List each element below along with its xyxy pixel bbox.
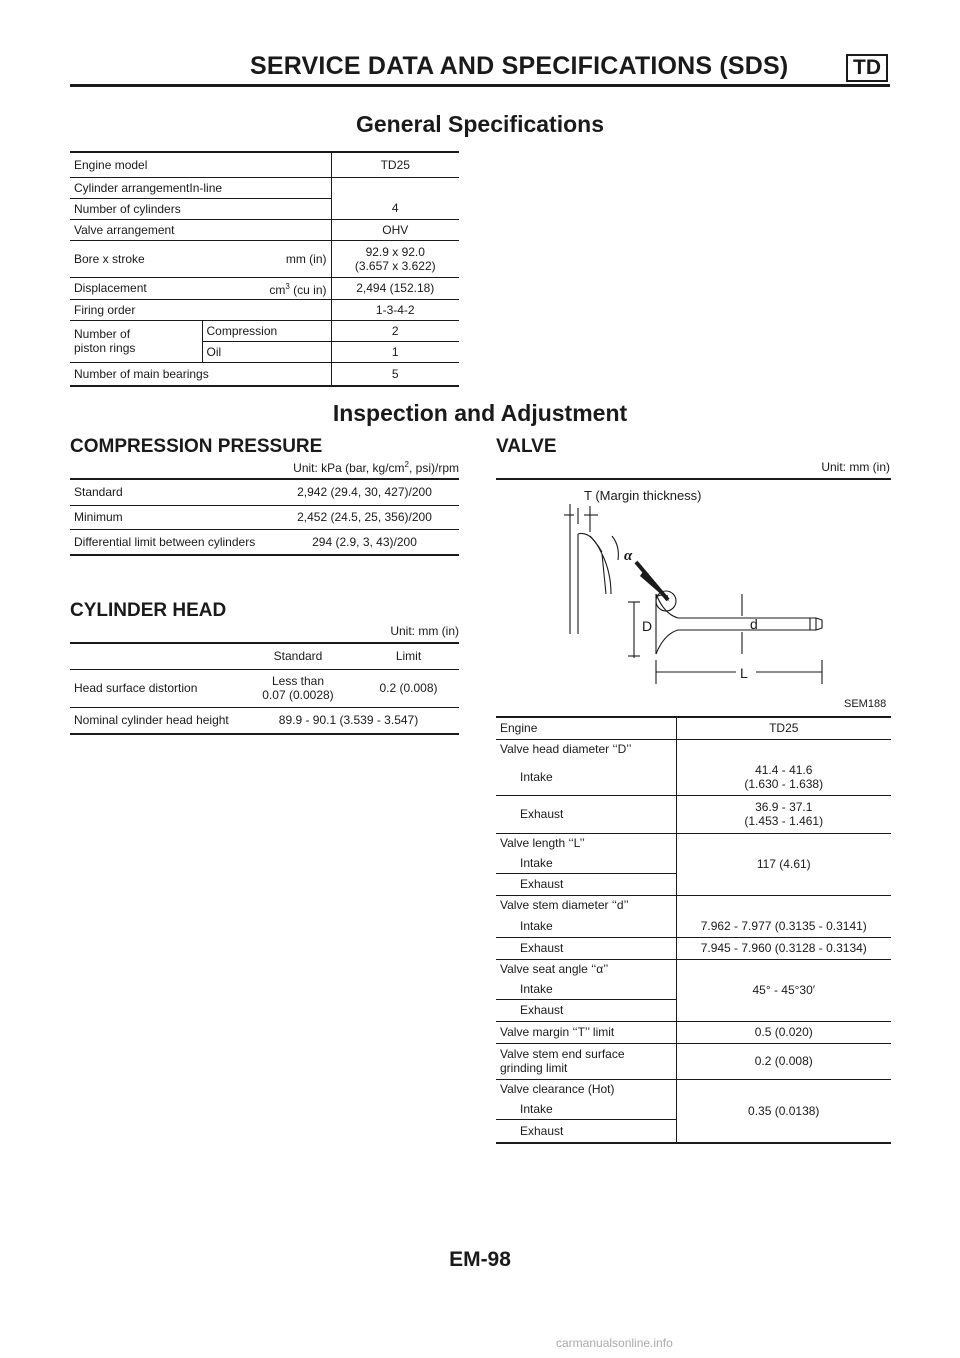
row-sublabel: Exhaust bbox=[496, 937, 676, 959]
compression-heading: COMPRESSION PRESSURE bbox=[70, 436, 323, 457]
row-sublabel: Exhaust bbox=[496, 999, 676, 1021]
table-row bbox=[496, 717, 891, 739]
page-number: EM-98 bbox=[449, 1248, 511, 1271]
table-row bbox=[70, 152, 459, 177]
row-value: 294 (2.9, 3, 43)/200 bbox=[312, 534, 417, 549]
row-label: Differential limit between cylinders bbox=[74, 534, 256, 549]
blank-cell bbox=[70, 643, 238, 669]
cylinder-head-table bbox=[70, 642, 459, 735]
row-value: TD25 bbox=[769, 721, 799, 736]
label-alpha: α bbox=[624, 548, 633, 564]
unit-base: cm bbox=[269, 282, 286, 297]
valve-table bbox=[496, 716, 891, 1144]
row-label: Valve arrangement bbox=[70, 219, 331, 240]
row-value: 2,942 (29.4, 30, 427)/200 bbox=[297, 485, 432, 500]
blank-cell bbox=[676, 739, 891, 759]
row-value bbox=[676, 759, 891, 795]
label-D: D bbox=[642, 618, 653, 634]
valve-diagram bbox=[556, 484, 856, 684]
table-row bbox=[496, 739, 891, 759]
row-label: Minimum bbox=[74, 510, 123, 524]
row-unit bbox=[202, 277, 331, 299]
header-rule bbox=[70, 84, 890, 87]
compression-unit bbox=[259, 460, 459, 475]
table-row bbox=[496, 1043, 891, 1079]
row-label bbox=[496, 1043, 676, 1079]
row-value: 1-3-4-2 bbox=[375, 302, 415, 317]
row-sublabel: Exhaust bbox=[496, 1119, 676, 1143]
section-badge: TD bbox=[846, 54, 888, 82]
row-label: Cylinder arrangementIn-line bbox=[70, 177, 331, 198]
row-label: Number of main bearings bbox=[70, 362, 331, 386]
row-unit: mm (in) bbox=[202, 240, 331, 277]
table-row bbox=[496, 795, 891, 833]
row-value: 2,494 (152.18) bbox=[356, 281, 435, 295]
valve-heading: VALVE bbox=[496, 436, 557, 457]
row-value: 117 (4.61) bbox=[676, 833, 891, 895]
row-value: TD25 bbox=[380, 157, 410, 172]
unit-text-b: , psi)/rpm bbox=[408, 461, 459, 475]
row-label: Valve head diameter ‘‘D’’ bbox=[496, 739, 676, 759]
row-value: 4 bbox=[391, 200, 399, 215]
label-L: L bbox=[740, 665, 748, 681]
row-label: Displacement bbox=[74, 281, 147, 295]
table-row bbox=[70, 669, 459, 707]
cylinder-head-heading: CYLINDER HEAD bbox=[70, 600, 227, 621]
row-value: 2,452 (24.5, 25, 356)/200 bbox=[297, 510, 432, 524]
row-value: 89.9 - 90.1 (3.539 - 3.547) bbox=[278, 713, 419, 728]
value-line-1: 92.9 x 92.0 bbox=[365, 244, 425, 259]
value-line-1: Less than bbox=[271, 674, 325, 688]
table-row bbox=[496, 759, 891, 795]
row-sublabel: Exhaust bbox=[496, 795, 676, 833]
row-value: 7.945 - 7.960 (0.3128 - 0.3134) bbox=[700, 941, 867, 955]
row-label: Valve margin ‘‘T’’ limit bbox=[496, 1021, 676, 1043]
label-line-1: Number of bbox=[74, 327, 131, 341]
cylinder-head-unit: Unit: mm (in) bbox=[390, 624, 459, 638]
row-label: Number of cylinders bbox=[70, 198, 331, 219]
unit-text-a: Unit: kPa (bar, kg/cm bbox=[293, 461, 405, 475]
table-row bbox=[70, 362, 459, 386]
valve-top-rule bbox=[496, 478, 891, 480]
label-t-margin: T (Margin thickness) bbox=[584, 488, 702, 503]
row-label: Valve clearance (Hot) bbox=[496, 1079, 676, 1099]
column-header-standard: Standard bbox=[273, 649, 323, 664]
table-row bbox=[496, 959, 891, 979]
table-row bbox=[496, 1021, 891, 1043]
table-row bbox=[70, 299, 459, 320]
row-value: OHV bbox=[382, 222, 409, 237]
row-sublabel: Exhaust bbox=[496, 873, 676, 895]
table-header-row bbox=[70, 643, 459, 669]
table-row bbox=[496, 915, 891, 937]
table-row bbox=[70, 529, 459, 555]
row-value: 0.2 (0.008) bbox=[754, 1054, 813, 1068]
value-line-2: (3.657 x 3.622) bbox=[354, 258, 436, 273]
row-sublabel: Intake bbox=[496, 759, 676, 795]
valve-unit: Unit: mm (in) bbox=[821, 460, 890, 474]
row-label: Engine bbox=[496, 717, 676, 739]
row-sublabel: Intake bbox=[496, 915, 676, 937]
table-row bbox=[70, 277, 459, 299]
unit-rest: (cu in) bbox=[289, 282, 327, 297]
row-value: 2 bbox=[391, 323, 399, 338]
table-row bbox=[70, 479, 459, 505]
row-label: Standard bbox=[74, 485, 123, 500]
label-line-1: Valve stem end surface bbox=[500, 1047, 625, 1061]
figure-code: SEM188 bbox=[844, 698, 887, 710]
value-line-2: (1.630 - 1.638) bbox=[744, 776, 824, 791]
table-row bbox=[496, 895, 891, 915]
table-row bbox=[70, 320, 459, 341]
row-value: 0.5 (0.020) bbox=[754, 1025, 813, 1039]
row-sublabel: Intake bbox=[496, 853, 676, 873]
row-label: Nominal cylinder head height bbox=[74, 713, 229, 728]
row-label: Bore x stroke bbox=[74, 251, 145, 266]
row-label: Firing order bbox=[70, 299, 331, 320]
row-label: Valve length ‘‘L’’ bbox=[496, 833, 676, 853]
row-label bbox=[70, 320, 202, 362]
row-sublabel: Oil bbox=[202, 341, 331, 362]
row-value bbox=[676, 795, 891, 833]
row-label: Engine model bbox=[70, 152, 331, 177]
table-row bbox=[70, 219, 459, 240]
row-limit: 0.2 (0.008) bbox=[379, 681, 438, 695]
value-line-1: 36.9 - 37.1 bbox=[755, 800, 813, 814]
row-value bbox=[238, 669, 358, 707]
table-row bbox=[70, 707, 459, 734]
table-row bbox=[496, 937, 891, 959]
row-sublabel: Intake bbox=[496, 979, 676, 999]
row-label: Valve seat angle ‘‘α’’ bbox=[496, 959, 676, 979]
watermark: carmanualsonline.info bbox=[556, 1336, 673, 1350]
blank-cell bbox=[676, 895, 891, 915]
row-value: 0.35 (0.0138) bbox=[748, 1103, 820, 1118]
general-specifications-heading: General Specifications bbox=[356, 111, 604, 137]
label-line-2: grinding limit bbox=[500, 1061, 568, 1075]
row-label: Head surface distortion bbox=[74, 681, 198, 695]
general-specifications-table bbox=[70, 151, 459, 387]
table-row bbox=[70, 505, 459, 529]
row-value: 45° - 45°30′ bbox=[676, 959, 891, 1021]
label-d: d bbox=[750, 616, 758, 632]
row-value: 1 bbox=[391, 344, 399, 359]
row-sublabel: Intake bbox=[496, 1099, 676, 1119]
compression-table bbox=[70, 478, 459, 556]
value-line-2: 0.07 (0.0028) bbox=[262, 688, 334, 702]
page-header-title: SERVICE DATA AND SPECIFICATIONS (SDS) bbox=[250, 52, 789, 80]
table-row bbox=[496, 833, 891, 853]
table-row bbox=[70, 240, 459, 277]
row-label: Valve stem diameter ‘‘d’’ bbox=[496, 895, 676, 915]
unit-superscript: 2 bbox=[404, 460, 409, 469]
unit-superscript: 3 bbox=[285, 281, 290, 291]
row-value bbox=[331, 240, 459, 277]
row-value: 7.962 - 7.977 (0.3135 - 0.3141) bbox=[700, 918, 867, 933]
value-line-2: (1.453 - 1.461) bbox=[744, 814, 824, 828]
row-value: 5 bbox=[391, 366, 399, 381]
value-line-1: 41.4 - 41.6 bbox=[755, 762, 813, 777]
table-row bbox=[70, 177, 459, 198]
row-sublabel: Compression bbox=[202, 320, 331, 341]
table-row bbox=[496, 1079, 891, 1099]
column-header-limit: Limit bbox=[395, 649, 422, 664]
label-line-2: piston rings bbox=[74, 341, 136, 355]
inspection-heading: Inspection and Adjustment bbox=[332, 400, 628, 426]
